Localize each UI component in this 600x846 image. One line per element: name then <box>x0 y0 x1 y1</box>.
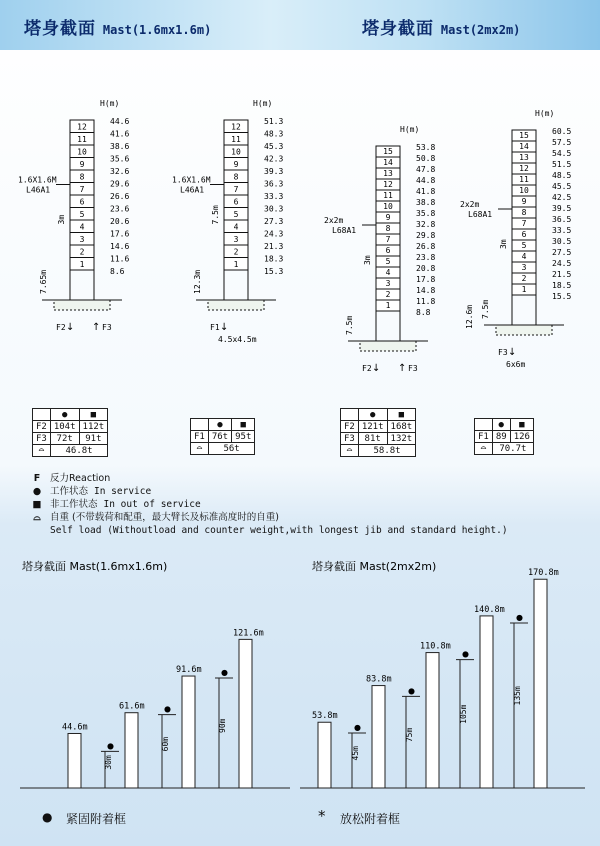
section-number: 12 <box>383 180 393 189</box>
height-bar-group <box>510 568 559 788</box>
height-value: 15.5 <box>552 292 572 301</box>
mast-size-label: 1.6X1.6M <box>172 175 211 185</box>
dimension-a: 3m <box>57 214 66 225</box>
section-number: 6 <box>233 197 239 207</box>
height-value: 27.5 <box>552 248 572 257</box>
height-value: 41.8 <box>416 187 436 196</box>
legend: F 反力Reaction ● 工作状态 In service ■ 非工作状态 In out of service ⌓ 自重 (不带载荷和配重，最大臂长及标准高度时的自重) Self load (Withoutload and counter weight,with longest jib and standard height.) <box>30 472 508 537</box>
bar-height-label: 110.8m <box>420 641 451 652</box>
height-value: 11.8 <box>416 297 436 306</box>
mast-height-bar <box>125 713 138 788</box>
bar-height-label: 61.6m <box>119 701 145 712</box>
mast-height-bar <box>239 639 252 788</box>
fixed-frame-label: 紧固附着框 <box>66 812 127 826</box>
dimension-b: 7.5m <box>481 299 490 319</box>
height-value: 51.5 <box>552 160 572 169</box>
foundation <box>496 325 552 335</box>
height-bar-group <box>456 605 505 788</box>
height-bar-group <box>101 702 145 788</box>
section-number: 5 <box>385 257 391 266</box>
height-value: 30.5 <box>552 237 572 246</box>
height-value: 36.3 <box>264 179 284 189</box>
section-number: 11 <box>519 175 529 184</box>
tower-height-unit: H(m) <box>100 99 120 108</box>
height-value: 21.5 <box>552 270 572 279</box>
section-number: 11 <box>231 135 241 144</box>
height-value: 48.5 <box>552 171 572 180</box>
force-right-label: F3 <box>408 364 418 373</box>
height-value: 41.6 <box>110 129 130 139</box>
force-left-arrow: ↓ <box>220 322 229 333</box>
section-number: 2 <box>79 247 85 257</box>
height-bar-group <box>312 711 338 788</box>
height-value: 33.5 <box>552 226 572 235</box>
section-number: 3 <box>79 235 85 244</box>
section-number: 3 <box>233 235 239 244</box>
force-left-label: F2 <box>56 323 66 332</box>
anchor-dot: ● <box>462 649 469 659</box>
height-value: 44.8 <box>416 176 436 185</box>
section-number: 6 <box>385 246 391 255</box>
mast-height-bar <box>372 686 385 788</box>
section-number: 2 <box>521 274 527 283</box>
fixed-frame-icon: ● <box>42 810 53 824</box>
bar-height-label: 83.8m <box>366 674 392 685</box>
section-number: 4 <box>385 268 391 277</box>
section-number: 7 <box>79 185 85 194</box>
section-number: 8 <box>79 172 85 182</box>
section-number: 2 <box>233 247 239 257</box>
height-value: 8.8 <box>416 308 431 317</box>
header-band <box>0 0 600 50</box>
force-left-label: F1 <box>210 323 220 332</box>
section-number: 7 <box>521 219 527 228</box>
section-number: 1 <box>385 301 391 310</box>
height-value: 11.6 <box>110 254 130 264</box>
loose-frame-icon: * <box>318 807 326 825</box>
section-number: 10 <box>519 186 529 195</box>
bar-height-label: 91.6m <box>176 665 202 676</box>
section-number: 6 <box>521 230 527 239</box>
section-number: 3 <box>521 263 527 272</box>
section-number: 11 <box>77 135 87 144</box>
anchor-dot: ● <box>516 613 523 622</box>
section-number: 10 <box>231 147 241 157</box>
section-number: 15 <box>383 147 393 156</box>
dimension-a: 3m <box>499 239 508 249</box>
height-bar-group <box>62 722 88 788</box>
height-value: 51.3 <box>264 117 284 126</box>
bar-height-label: 44.6m <box>62 722 88 733</box>
free-height-label: 45m <box>351 746 360 761</box>
loose-frame-label: 放松附着框 <box>340 812 401 826</box>
free-height-label: 30m <box>104 755 113 770</box>
mast-code-label: L46A1 <box>26 185 51 195</box>
section-number: 4 <box>79 222 85 232</box>
free-height-label: 90m <box>218 718 227 733</box>
anchor-dot: ● <box>221 668 228 677</box>
section-number: 2 <box>385 290 391 299</box>
height-value: 23.6 <box>110 204 130 214</box>
height-value: 35.8 <box>416 209 436 218</box>
section-number: 12 <box>519 164 529 173</box>
height-value: 20.8 <box>416 264 436 273</box>
height-value: 29.6 <box>110 179 130 189</box>
height-value: 45.3 <box>264 142 284 151</box>
self-load-icon: ⌓ <box>475 443 493 455</box>
height-value: 21.3 <box>264 242 284 251</box>
mast-height-bar <box>182 676 195 788</box>
section-number: 4 <box>233 222 239 232</box>
dimension-a: 7.5m <box>211 205 220 225</box>
height-value: 42.5 <box>552 193 572 202</box>
base-size-label: 6x6m <box>506 360 526 369</box>
section-number: 3 <box>385 279 391 288</box>
mast-size-label: 2x2m <box>460 200 480 209</box>
height-value: 24.3 <box>264 229 284 239</box>
height-value: 24.5 <box>552 259 572 268</box>
height-value: 17.6 <box>110 229 130 239</box>
height-value: 42.3 <box>264 154 284 164</box>
force-left-arrow: ↓ <box>66 322 75 333</box>
section-number: 5 <box>233 210 239 219</box>
height-value: 26.8 <box>416 242 436 251</box>
height-value: 32.8 <box>416 220 436 229</box>
section-number: 15 <box>519 131 529 140</box>
load-table-2: ● ■ F1 76t 95t ⌓ 56t <box>190 418 255 455</box>
free-height-label: 135m <box>513 686 522 706</box>
bar-height-label: 53.8m <box>312 711 338 722</box>
height-value: 36.5 <box>552 215 572 224</box>
anchor-dot: ● <box>354 723 361 732</box>
height-value: 26.6 <box>110 192 130 201</box>
bar-height-label: 121.6m <box>233 628 264 639</box>
mast-height-bar <box>534 579 547 788</box>
section-number: 1 <box>521 285 527 294</box>
dimension-b: 7.5m <box>345 315 354 335</box>
free-height-label: 105m <box>459 704 468 724</box>
dimension-a: 3m <box>363 255 372 265</box>
load-table-4: ● ■ F1 89 126 ⌓ 70.7t <box>474 418 534 455</box>
section-number: 9 <box>521 197 527 206</box>
force-right-arrow: ↑ <box>92 322 101 333</box>
dimension-b: 12.3m <box>193 269 202 294</box>
height-value: 39.5 <box>552 204 572 213</box>
self-load-icon: ⌓ <box>33 445 51 457</box>
load-table-3: ● ■ F2 121t 168t F3 81t 132t ⌓ 58.8t <box>340 408 416 457</box>
section-number: 9 <box>79 160 85 169</box>
height-value: 44.6 <box>110 117 130 126</box>
load-table-1: ● ■ F2 104t 112t F3 72t 91t ⌓ 46.8t <box>32 408 108 457</box>
height-bar-group <box>348 675 392 788</box>
mast-code-label: L46A1 <box>180 185 205 195</box>
section-number: 9 <box>233 160 239 169</box>
tower-2 <box>172 99 283 344</box>
mast-size-label: 1.6X1.6M <box>18 175 57 185</box>
dimension-b: 7.65m <box>39 269 48 294</box>
section-number: 14 <box>383 158 393 167</box>
height-charts <box>0 548 600 800</box>
mast-size-label: 2x2m <box>324 216 344 225</box>
section-number: 12 <box>231 122 241 132</box>
force-left-label: F2 <box>362 364 372 373</box>
height-value: 33.3 <box>264 192 284 201</box>
section-number: 8 <box>521 208 527 217</box>
header-left-title: 塔身截面 Mast(1.6mx1.6m) <box>24 19 212 39</box>
self-load-icon: ⌓ <box>191 443 209 455</box>
tower-1 <box>18 99 129 333</box>
section-number: 1 <box>79 260 85 269</box>
section-number: 1 <box>233 260 239 269</box>
height-value: 38.6 <box>110 142 130 151</box>
height-value: 38.8 <box>416 198 436 207</box>
section-number: 10 <box>383 202 393 211</box>
foundation <box>208 300 264 310</box>
height-value: 18.3 <box>264 254 284 264</box>
height-bar-group <box>215 628 264 788</box>
tower-height-unit: H(m) <box>253 99 273 108</box>
bar-height-label: 140.8m <box>474 604 505 615</box>
mast-code-label: L68A1 <box>468 210 493 219</box>
height-value: 17.8 <box>416 275 436 284</box>
base-size-label: 4.5x4.5m <box>218 335 257 344</box>
height-bar-group <box>158 665 202 788</box>
section-number: 13 <box>519 153 529 162</box>
foundation <box>360 341 416 351</box>
section-number: 5 <box>521 241 527 250</box>
self-load-icon: ⌓ <box>341 445 359 457</box>
height-value: 60.5 <box>552 127 572 136</box>
section-number: 10 <box>77 147 87 157</box>
height-value: 32.6 <box>110 167 130 176</box>
tower-diagrams <box>0 50 600 470</box>
height-value: 35.6 <box>110 154 130 164</box>
mast-code-label: L68A1 <box>332 226 357 235</box>
tower-height-unit: H(m) <box>535 109 555 118</box>
dimension-c: 12.6m <box>465 304 474 329</box>
force-left-arrow: ↓ <box>508 347 517 358</box>
height-value: 20.6 <box>110 217 130 226</box>
section-number: 8 <box>233 172 239 182</box>
height-value: 53.8 <box>416 143 436 152</box>
chart-right-title: 塔身截面 Mast(2mx2m) <box>312 560 437 573</box>
height-value: 27.3 <box>264 217 284 226</box>
section-number: 7 <box>385 235 391 244</box>
mast-height-bar <box>426 653 439 788</box>
section-number: 5 <box>79 210 85 219</box>
section-number: 4 <box>521 252 527 261</box>
force-left-arrow: ↓ <box>372 363 381 374</box>
force-right-label: F3 <box>102 323 112 332</box>
anchor-dot: ● <box>164 704 171 714</box>
height-value: 47.8 <box>416 165 436 174</box>
height-value: 30.3 <box>264 204 284 214</box>
section-number: 9 <box>385 213 391 222</box>
height-bar-group <box>402 642 451 788</box>
height-value: 14.8 <box>416 286 436 295</box>
force-right-arrow: ↑ <box>398 363 407 374</box>
height-value: 54.5 <box>552 149 572 158</box>
tower-4 <box>460 109 571 369</box>
height-value: 57.5 <box>552 138 572 147</box>
section-number: 12 <box>77 122 87 132</box>
free-height-label: 75m <box>405 727 414 743</box>
section-number: 11 <box>383 191 393 200</box>
free-height-label: 60m <box>161 736 170 752</box>
mast-height-bar <box>480 616 493 788</box>
section-number: 6 <box>79 197 85 207</box>
section-number: 14 <box>519 142 529 151</box>
height-value: 15.3 <box>264 267 284 276</box>
force-left-label: F3 <box>498 348 508 357</box>
height-value: 8.6 <box>110 267 125 276</box>
height-value: 18.5 <box>552 281 572 290</box>
mast-height-bar <box>68 733 81 788</box>
footer <box>0 800 600 846</box>
tower-height-unit: H(m) <box>400 125 420 134</box>
height-value: 14.6 <box>110 242 130 251</box>
height-value: 23.8 <box>416 253 436 262</box>
section-number: 7 <box>233 185 239 194</box>
mast-height-bar <box>318 722 331 788</box>
foundation <box>54 300 110 310</box>
height-value: 48.3 <box>264 129 284 139</box>
bar-height-label: 170.8m <box>528 568 559 579</box>
height-value: 29.8 <box>416 231 436 240</box>
header-right-title: 塔身截面 Mast(2mx2m) <box>362 19 521 39</box>
anchor-dot: ● <box>408 686 415 696</box>
tower-3 <box>324 125 435 374</box>
self-load-icon: ⌓ <box>33 512 41 523</box>
chart-left-title: 塔身截面 Mast(1.6mx1.6m) <box>22 560 168 573</box>
height-value: 39.3 <box>264 167 284 176</box>
section-number: 13 <box>383 169 393 178</box>
height-value: 50.8 <box>416 154 436 163</box>
height-value: 45.5 <box>552 182 572 191</box>
anchor-dot: ● <box>107 741 114 751</box>
section-number: 8 <box>385 224 391 233</box>
